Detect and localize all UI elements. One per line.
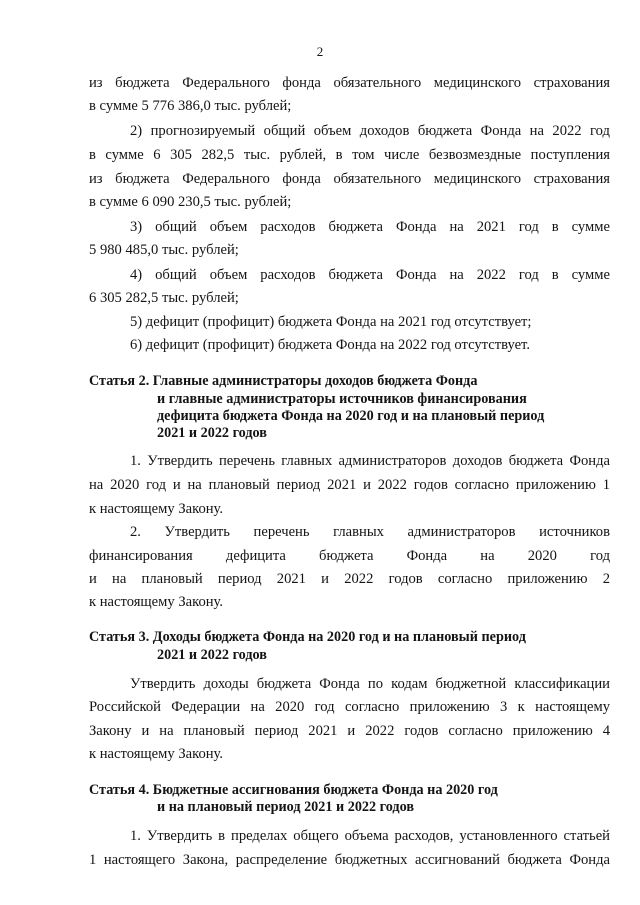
text-line: в сумме 6 090 230,5 тыс. рублей; [89,194,292,210]
text-line: 1 настоящего Закона, распределение бюджетных ассигнований бюджета Фонда [89,852,610,868]
article-2-heading: и главные администраторы источников финансирования [157,391,527,407]
text-line: в сумме 5 776 386,0 тыс. рублей; [89,98,292,114]
text-line: 2. Утвердить перечень главных администраторов источников [130,524,610,540]
text-line: 3) общий объем расходов бюджета Фонда на 2021 год в сумме [130,219,610,235]
text-line: 1. Утвердить перечень главных администраторов доходов бюджета Фонда [130,453,610,469]
text-line: Утвердить доходы бюджета Фонда по кодам бюджетной классификации [130,676,610,692]
article-2-heading: дефицита бюджета Фонда на 2020 год и на плановый период [157,408,545,424]
page-number: 2 [316,44,324,59]
text-line: из бюджета Федерального фонда обязательного медицинского страхования [89,75,610,91]
text-line: Российской Федерации на 2020 год согласно приложению 3 к настоящему [89,699,610,715]
text-line: к настоящему Закону. [89,746,224,762]
text-line: к настоящему Закону. [89,594,224,610]
text-line: к настоящему Закону. [89,501,224,517]
text-line: на 2020 год и на плановый период 2021 и 2022 годов согласно приложению 1 [89,477,610,493]
article-2-heading: 2021 и 2022 годов [157,425,267,441]
article-3-heading: 2021 и 2022 годов [157,647,267,663]
text-line: и на плановый период 2021 и 2022 годов согласно приложению 2 [89,571,610,587]
text-line: 6 305 282,5 тыс. рублей; [89,290,239,306]
article-3-heading: Статья 3. Доходы бюджета Фонда на 2020 год и на плановый период [89,629,526,645]
text-line: финансирования дефицита бюджета Фонда на 2020 год [89,548,610,564]
text-line: 6) дефицит (профицит) бюджета Фонда на 2022 год отсутствует. [130,337,530,353]
text-line: Закону и на плановый период 2021 и 2022 годов согласно приложению 4 [89,723,610,739]
article-4-heading: Статья 4. Бюджетные ассигнования бюджета Фонда на 2020 год [89,782,498,798]
article-4-heading: и на плановый период 2021 и 2022 годов [157,799,415,815]
article-2-heading: Статья 2. Главные администраторы доходов бюджета Фонда [89,373,478,389]
text-line: 2) прогнозируемый общий объем доходов бюджета Фонда на 2022 год [130,123,610,139]
text-line: в сумме 6 305 282,5 тыс. рублей, в том числе безвозмездные поступления [89,147,610,163]
text-line: 5) дефицит (профицит) бюджета Фонда на 2021 год отсутствует; [130,314,532,330]
text-line: 5 980 485,0 тыс. рублей; [89,242,239,258]
text-line: 1. Утвердить в пределах общего объема расходов, установленного статьей [130,828,610,844]
text-line: 4) общий объем расходов бюджета Фонда на 2022 год в сумме [130,267,610,283]
text-line: из бюджета Федерального фонда обязательного медицинского страхования [89,171,610,187]
